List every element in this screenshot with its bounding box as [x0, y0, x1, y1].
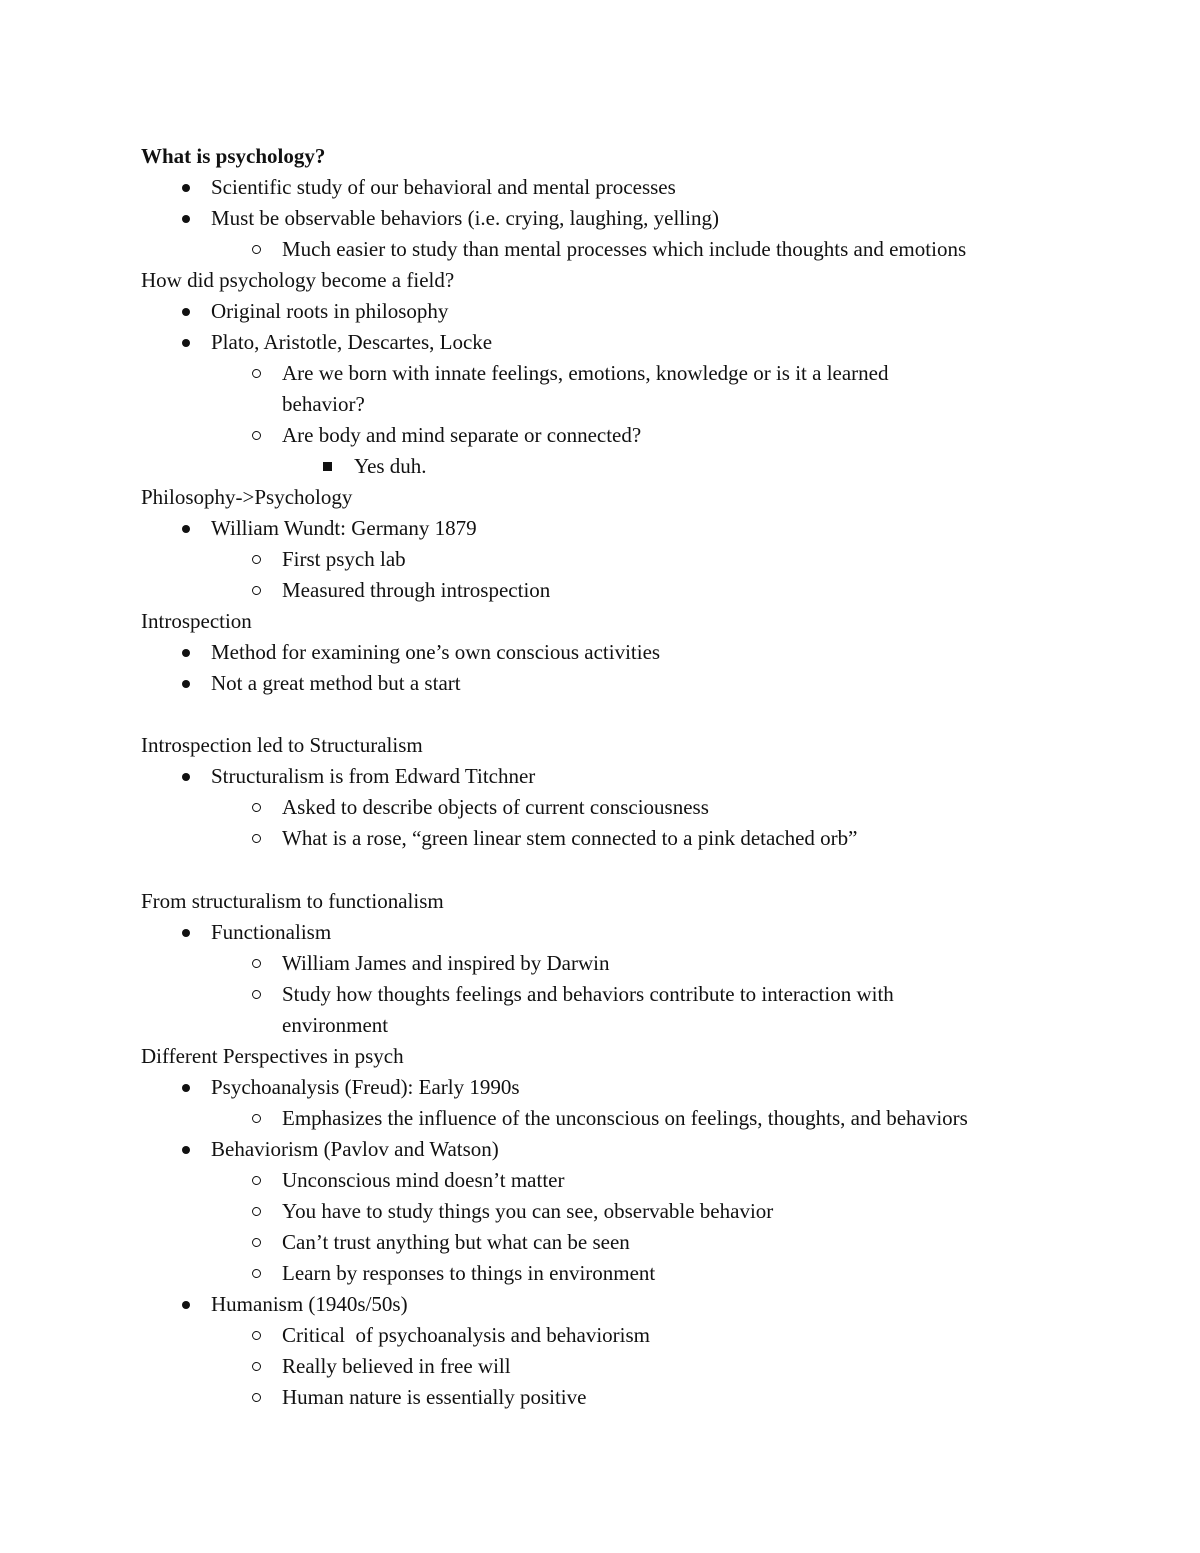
- bullet-circle-icon: [248, 1196, 264, 1227]
- bullet-circle-icon: [248, 948, 264, 979]
- bullet-dot-icon: [178, 513, 194, 544]
- line-text: Must be observable behaviors (i.e. crying, laughing, yelling): [211, 206, 719, 230]
- bullet-dot-icon: [178, 1134, 194, 1165]
- line-text: What is psychology?: [141, 144, 326, 168]
- bullet-circle-icon: [248, 1103, 264, 1134]
- line-text: Really believed in free will: [282, 1354, 511, 1378]
- line-text: Functionalism: [211, 920, 332, 944]
- bullet-dot-icon: [178, 327, 194, 358]
- line-text: First psych lab: [282, 547, 406, 571]
- bullet-circle-icon: [248, 420, 264, 451]
- bullet-circle-icon: [248, 1351, 264, 1382]
- bullet-circle-icon: [248, 358, 264, 389]
- line-text: Philosophy->Psychology: [141, 485, 353, 509]
- line-text: Method for examining one’s own conscious activities: [211, 640, 661, 664]
- line-text: Human nature is essentially positive: [282, 1385, 587, 1409]
- bullet-circle-icon: [248, 1382, 264, 1413]
- bullet-dot-icon: [178, 296, 194, 327]
- bullet-circle-icon: [248, 823, 264, 854]
- line-text: behavior?: [282, 392, 365, 416]
- line-text: Not a great method but a start: [211, 671, 461, 695]
- line-text: Scientific study of our behavioral and mental processes: [211, 175, 676, 199]
- line-text: Original roots in philosophy: [211, 299, 449, 323]
- bullet-dot-icon: [178, 917, 194, 948]
- line-text: Much easier to study than mental processes which include thoughts and emotions: [282, 237, 967, 261]
- bullet-circle-icon: [248, 234, 264, 265]
- line-text: Are body and mind separate or connected?: [282, 423, 642, 447]
- bullet-circle-icon: [248, 1258, 264, 1289]
- bullet-dot-icon: [178, 637, 194, 668]
- line-text: William Wundt: Germany 1879: [211, 516, 477, 540]
- line-text: You have to study things you can see, observable behavior: [282, 1199, 774, 1223]
- line-text: Critical of psychoanalysis and behaviorism: [282, 1323, 651, 1347]
- bullet-dot-icon: [178, 172, 194, 203]
- line-text: Structuralism is from Edward Titchner: [211, 764, 536, 788]
- line-text: Introspection led to Structuralism: [141, 733, 423, 757]
- line-text: Can’t trust anything but what can be seen: [282, 1230, 630, 1254]
- line-text: environment: [282, 1013, 389, 1037]
- bullet-dot-icon: [178, 1072, 194, 1103]
- line-text: From structuralism to functionalism: [141, 889, 444, 913]
- bullet-dot-icon: [178, 668, 194, 699]
- line-text: Unconscious mind doesn’t matter: [282, 1168, 565, 1192]
- line-text: Emphasizes the influence of the unconscious on feelings, thoughts, and behaviors: [282, 1106, 968, 1130]
- line-text: Introspection: [141, 609, 252, 633]
- bullet-circle-icon: [248, 544, 264, 575]
- line-text: Humanism (1940s/50s): [211, 1292, 408, 1316]
- bullet-circle-icon: [248, 575, 264, 606]
- line-text: Different Perspectives in psych: [141, 1044, 404, 1068]
- line-text: Measured through introspection: [282, 578, 551, 602]
- line-text: Are we born with innate feelings, emotions, knowledge or is it a learned: [282, 361, 889, 385]
- bullet-square-icon: [319, 451, 335, 482]
- bullet-dot-icon: [178, 1289, 194, 1320]
- line-text: What is a rose, “green linear stem connected to a pink detached orb”: [282, 826, 858, 850]
- bullet-dot-icon: [178, 203, 194, 234]
- line-text: William James and inspired by Darwin: [282, 951, 610, 975]
- line-text: Psychoanalysis (Freud): Early 1990s: [211, 1075, 520, 1099]
- line-text: How did psychology become a field?: [141, 268, 455, 292]
- bullet-circle-icon: [248, 1227, 264, 1258]
- line-text: Study how thoughts feelings and behaviors contribute to interaction with: [282, 982, 894, 1006]
- bullet-dot-icon: [178, 761, 194, 792]
- bullet-circle-icon: [248, 792, 264, 823]
- line-text: Yes duh.: [354, 454, 427, 478]
- line-text: Behaviorism (Pavlov and Watson): [211, 1137, 499, 1161]
- line-text: Learn by responses to things in environment: [282, 1261, 656, 1285]
- bullet-circle-icon: [248, 1165, 264, 1196]
- bullet-circle-icon: [248, 979, 264, 1010]
- line-text: Plato, Aristotle, Descartes, Locke: [211, 330, 493, 354]
- line-text: Asked to describe objects of current consciousness: [282, 795, 709, 819]
- bullet-circle-icon: [248, 1320, 264, 1351]
